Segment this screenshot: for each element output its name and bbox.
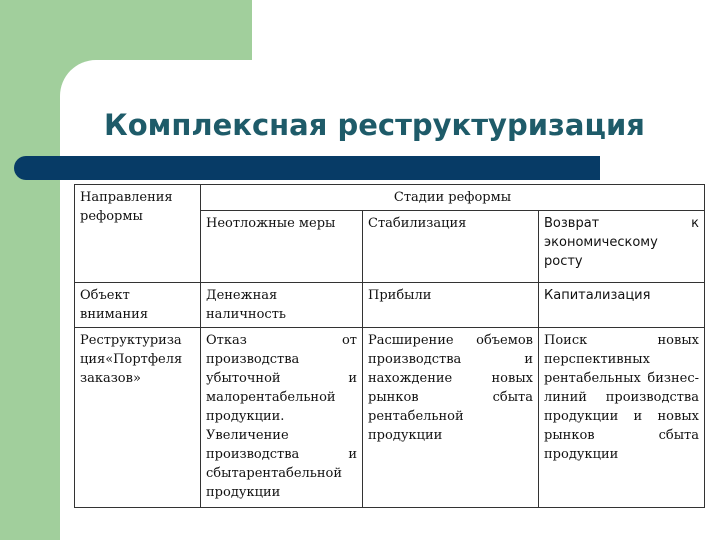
table-row <box>75 283 705 328</box>
table-cell <box>201 283 363 328</box>
table-cell <box>201 328 363 508</box>
row-label: Объект внимания <box>80 288 149 322</box>
table-cell <box>363 283 539 328</box>
cell-value: Расширение объемов производства и нахождение новых рынков сбыта рентабельной продукции <box>368 333 533 443</box>
stage-2-cell <box>363 211 539 283</box>
header-directions: Направления реформы <box>80 190 173 224</box>
row-label: Реструктуриза ция«Портфеля заказов» <box>80 333 183 386</box>
header-stages: Стадии реформы <box>393 190 512 205</box>
table-cell <box>539 328 705 508</box>
table-cell <box>363 328 539 508</box>
stage-1-cell <box>201 211 363 283</box>
header-stages-cell <box>201 185 705 211</box>
stage-3-label: Возврат к экономическому росту <box>544 216 699 269</box>
cell-value: Прибыли <box>368 288 432 303</box>
cell-value: Денежная наличность <box>206 288 286 322</box>
stage-3-cell <box>539 211 705 283</box>
reform-stages-table <box>74 184 705 508</box>
slide-title: Комплексная реструктуризация <box>104 108 645 142</box>
row-label-cell <box>75 328 201 508</box>
cell-value: Отказ от производства убыточной и малорентабельной продукции. Увеличение производства и сбытарентабельной продукции <box>206 333 357 500</box>
row-label-cell <box>75 283 201 328</box>
cell-value: Капитализация <box>544 288 651 303</box>
table-row <box>75 328 705 508</box>
title-underline-bar <box>14 156 600 180</box>
table-cell <box>539 283 705 328</box>
stage-2-label: Стабилизация <box>368 216 467 231</box>
table-header-row <box>75 185 705 211</box>
header-directions-cell <box>75 185 201 283</box>
stage-1-label: Неотложные меры <box>206 216 336 231</box>
cell-value: Поиск новых перспективных рентабельных бизнес-линий производства продукции и новых рынков сбыта продукции <box>544 333 699 462</box>
